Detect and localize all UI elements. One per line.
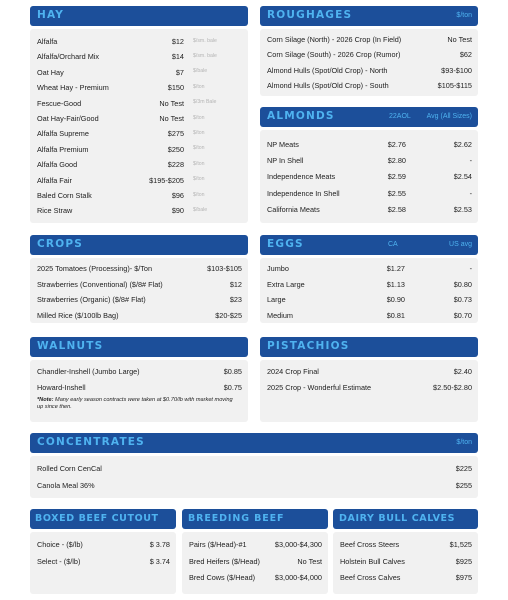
row-unit: $/sm. bale: [193, 37, 217, 44]
row-unit: $/bale: [193, 206, 208, 213]
pistachios-row: [260, 381, 478, 395]
hay-row: [30, 189, 248, 203]
almonds-row: [260, 187, 478, 201]
row-value-2: -: [469, 156, 472, 166]
hay-panel: [30, 29, 248, 223]
roughages-header: [260, 6, 478, 26]
row-unit: $/3m Bale: [193, 99, 217, 106]
row-value-2: $2.54: [453, 172, 472, 182]
concentrates-title: CONCENTRATES: [37, 436, 145, 448]
row-value-1: $1.27: [386, 264, 405, 273]
roughages-unit: $/ton: [456, 12, 472, 19]
row-value-2: -: [469, 264, 472, 273]
almonds-header: [260, 107, 478, 127]
row-label: Howard-Inshell: [37, 382, 86, 392]
row-label: Pairs ($/Head)-#1: [189, 540, 247, 549]
roughages-row: [260, 48, 478, 62]
hay-row: [30, 81, 248, 95]
roughages-row: [260, 64, 478, 78]
breeding-beef-title: BREEDING BEEF: [188, 513, 285, 524]
row-label: Strawberries (Conventional) ($/8# Flat): [37, 279, 163, 289]
row-unit: $/bale: [193, 68, 208, 75]
row-value: $93-$100: [441, 65, 472, 75]
row-label: Extra Large: [267, 279, 305, 289]
row-value: $925: [455, 556, 472, 566]
row-value: $ 3.74: [149, 556, 170, 566]
row-value: $2.40: [453, 367, 472, 376]
walnuts-title: WALNUTS: [37, 340, 104, 352]
almonds-row: [260, 138, 478, 152]
almonds-col2-header: Avg (All Sizes): [426, 113, 472, 120]
row-unit: $/ton: [193, 145, 205, 152]
walnuts-note: [37, 397, 237, 411]
roughages-row: [260, 33, 478, 47]
row-value-2: $2.62: [453, 140, 472, 149]
row-label: Beef Cross Calves: [340, 573, 401, 582]
row-value: $228: [167, 160, 184, 170]
dairy-bull-row: [333, 571, 478, 585]
row-label: Canola Meal 36%: [37, 480, 95, 490]
row-value-1: $2.58: [387, 204, 406, 214]
hay-row: [30, 174, 248, 188]
row-unit: $/ton: [193, 114, 205, 121]
row-value-2: $0.73: [453, 295, 472, 304]
row-value: $62: [459, 50, 472, 60]
row-unit: $/ton: [193, 176, 205, 183]
row-unit: $/ton: [193, 83, 205, 90]
walnuts-row: [30, 381, 248, 395]
row-label: Corn Silage (South) - 2026 Crop (Rumor): [267, 50, 401, 60]
row-value: $103-$105: [207, 264, 242, 273]
row-value: No Test: [447, 35, 472, 44]
row-value: $23: [229, 295, 242, 304]
row-unit: $/ton: [193, 129, 205, 136]
row-label: Strawberries (Organic) ($/8# Flat): [37, 295, 146, 304]
hay-row: [30, 66, 248, 80]
hay-row: [30, 158, 248, 172]
row-label: Baled Corn Stalk: [37, 191, 92, 200]
crops-row: [30, 278, 248, 292]
row-label: Large: [267, 295, 286, 304]
walnuts-panel: [30, 360, 248, 422]
row-value: $14: [171, 52, 184, 62]
roughages-row: [260, 79, 478, 93]
concentrates-row: [30, 479, 478, 493]
row-value-1: $1.13: [386, 279, 405, 289]
eggs-row: [260, 278, 478, 292]
row-value: No Test: [159, 98, 184, 108]
row-value: $12: [229, 279, 242, 289]
row-value: $105-$115: [437, 81, 472, 91]
row-value: $2.50-$2.80: [433, 382, 472, 392]
eggs-row: [260, 262, 478, 276]
pistachios-title: PISTACHIOS: [267, 340, 350, 352]
row-value-1: $0.81: [386, 310, 405, 320]
breeding-beef-row: [182, 571, 328, 585]
crops-row: [30, 262, 248, 276]
row-value: $90: [171, 206, 184, 216]
boxed-beef-header: [30, 509, 176, 529]
row-label: Fescue-Good: [37, 98, 82, 108]
boxed-beef-row: [30, 538, 176, 552]
row-label: Corn Silage (North) - 2026 Crop (In Field): [267, 35, 402, 44]
row-unit: $/ton: [193, 191, 205, 198]
boxed-beef-title: BOXED BEEF CUTOUT: [35, 513, 159, 524]
boxed-beef-row: [30, 555, 176, 569]
almonds-row: [260, 170, 478, 184]
row-label: Alfalfa/Orchard Mix: [37, 52, 100, 62]
almonds-panel: [260, 130, 478, 223]
row-value-2: -: [469, 188, 472, 198]
row-value: $255: [455, 480, 472, 490]
row-label: Oat Hay: [37, 67, 64, 77]
crops-row: [30, 309, 248, 323]
dairy-bull-row: [333, 555, 478, 569]
walnuts-note-text: Many early season contracts were taken at $0.70/lb with market moving up since then.: [37, 397, 233, 410]
row-label: Alfalfa Supreme: [37, 129, 89, 139]
row-value: $96: [171, 191, 184, 200]
row-label: Rice Straw: [37, 206, 73, 216]
row-label: Alfalfa Good: [37, 160, 78, 170]
walnuts-header: [30, 337, 248, 357]
row-value: $0.85: [223, 367, 242, 376]
row-value-1: $2.80: [387, 156, 406, 166]
row-value-1: $2.76: [387, 140, 406, 149]
row-value-1: $2.55: [387, 188, 406, 198]
row-value: $ 3.78: [149, 540, 170, 549]
roughages-panel: [260, 29, 478, 96]
row-label: Select - ($/lb): [37, 556, 81, 566]
concentrates-header: [30, 433, 478, 453]
row-label: 2025 Crop - Wonderful Estimate: [267, 382, 372, 392]
row-label: 2025 Tomatoes (Processing)- $/Ton: [37, 264, 153, 273]
eggs-header: [260, 235, 478, 255]
pistachios-panel: [260, 360, 478, 422]
crops-row: [30, 293, 248, 307]
row-label: Beef Cross Steers: [340, 540, 400, 549]
row-label: NP In Shell: [267, 156, 304, 166]
almonds-col1-header: 22AOL: [389, 113, 411, 120]
hay-row: [30, 97, 248, 111]
row-label: Alfalfa: [37, 37, 58, 46]
hay-row: [30, 143, 248, 157]
walnuts-row: [30, 365, 248, 379]
concentrates-row: [30, 462, 478, 476]
concentrates-panel: [30, 456, 478, 498]
row-label: Alfalfa Premium: [37, 144, 89, 154]
row-value: $12: [171, 37, 184, 46]
row-label: Holstein Bull Calves: [340, 556, 405, 566]
crops-title: CROPS: [37, 238, 83, 250]
row-value: $250: [167, 144, 184, 154]
row-value: No Test: [297, 556, 322, 566]
row-value: $7: [175, 67, 184, 77]
row-value-2: $0.70: [453, 310, 472, 320]
row-value: $195-$205: [149, 175, 184, 185]
boxed-beef-panel: [30, 532, 176, 594]
row-value-2: $2.53: [453, 204, 472, 214]
row-label: Almond Hulls (Spot/Old Crop) - North: [267, 65, 388, 75]
almonds-row: [260, 203, 478, 217]
row-label: NP Meats: [267, 140, 299, 149]
hay-row: [30, 127, 248, 141]
row-label: Bred Cows ($/Head): [189, 573, 256, 582]
row-value: $275: [167, 129, 184, 139]
almonds-row: [260, 154, 478, 168]
breeding-beef-row: [182, 555, 328, 569]
eggs-row: [260, 293, 478, 307]
row-label: Jumbo: [267, 264, 289, 273]
row-label: Bred Heifers ($/Head): [189, 556, 260, 566]
hay-row: [30, 112, 248, 126]
dairy-bull-title: DAIRY BULL CALVES: [339, 513, 456, 524]
row-label: Independence In Shell: [267, 188, 340, 198]
row-value-1: $2.59: [387, 172, 406, 182]
crops-header: [30, 235, 248, 255]
row-value: $975: [455, 573, 472, 582]
row-value: $0.75: [223, 382, 242, 392]
row-label: 2024 Crop Final: [267, 367, 319, 376]
crops-panel: [30, 258, 248, 323]
row-value: $3,000-$4,000: [274, 573, 322, 582]
almonds-title: ALMONDS: [267, 110, 335, 122]
row-value: $20-$25: [215, 310, 242, 320]
row-value: $225: [455, 464, 472, 473]
roughages-title: ROUGHAGES: [267, 9, 353, 21]
row-label: Oat Hay-Fair/Good: [37, 114, 99, 123]
hay-row: [30, 204, 248, 218]
eggs-title: EGGS: [267, 238, 304, 250]
eggs-panel: [260, 258, 478, 323]
row-label: Chandler-Inshell (Jumbo Large): [37, 367, 140, 376]
row-label: Alfalfa Fair: [37, 175, 72, 185]
row-label: Choice - ($/lb): [37, 540, 83, 549]
row-label: Independence Meats: [267, 172, 336, 182]
breeding-beef-header: [182, 509, 328, 529]
hay-header: [30, 6, 248, 26]
breeding-beef-row: [182, 538, 328, 552]
row-label: California Meats: [267, 204, 320, 214]
row-value: $150: [167, 83, 184, 93]
row-unit: $/ton: [193, 160, 205, 167]
dairy-bull-row: [333, 538, 478, 552]
walnuts-note-bold: *Note:: [37, 397, 54, 403]
hay-row: [30, 50, 248, 64]
row-value-2: $0.80: [453, 279, 472, 289]
concentrates-unit: $/ton: [456, 439, 472, 446]
dairy-bull-header: [333, 509, 478, 529]
row-value-1: $0.90: [386, 295, 405, 304]
row-label: Almond Hulls (Spot/Old Crop) - South: [267, 81, 389, 91]
row-label: Medium: [267, 310, 293, 320]
breeding-beef-panel: [182, 532, 328, 594]
hay-title: HAY: [37, 9, 65, 21]
dairy-bull-panel: [333, 532, 478, 594]
row-label: Wheat Hay - Premium: [37, 83, 109, 93]
row-label: Rolled Corn CenCal: [37, 464, 102, 473]
row-value: $1,525: [449, 540, 472, 549]
pistachios-row: [260, 365, 478, 379]
eggs-row: [260, 309, 478, 323]
hay-row: [30, 35, 248, 49]
pistachios-header: [260, 337, 478, 357]
eggs-col1-header: CA: [388, 241, 398, 248]
eggs-col2-header: US avg: [449, 241, 472, 248]
row-unit: $/sm. bale: [193, 52, 217, 59]
row-value: $3,000-$4,300: [274, 540, 322, 549]
row-label: Milled Rice ($/100lb Bag): [37, 310, 119, 320]
row-value: No Test: [159, 114, 184, 123]
